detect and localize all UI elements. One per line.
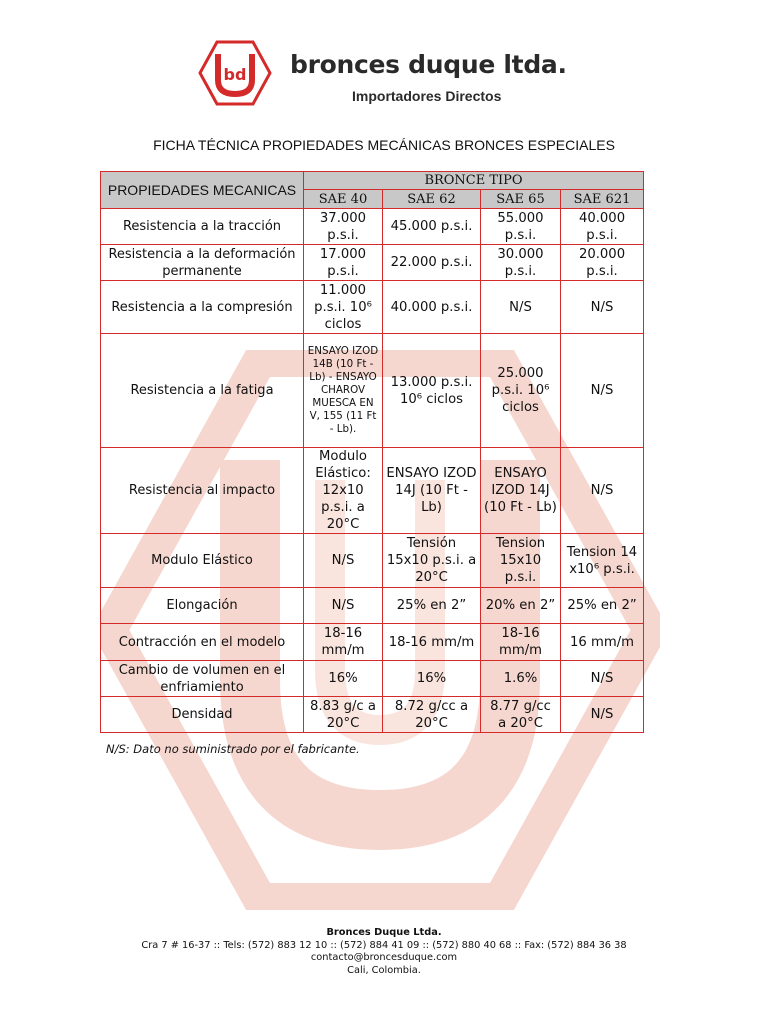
table-cell: Tensión 15x10 p.s.i. a 20°C bbox=[383, 534, 481, 588]
table-cell: 8.77 g/cc a 20°C bbox=[481, 697, 561, 733]
page-footer bbox=[0, 927, 768, 977]
table-cell: 18-16 mm/m bbox=[304, 624, 383, 661]
table-cell: 17.000 p.s.i. bbox=[304, 245, 383, 281]
table-cell: 1.6% bbox=[481, 661, 561, 697]
column-header-sae621: SAE 621 bbox=[561, 190, 644, 209]
property-column-header: PROPIEDADES MECANICAS bbox=[101, 172, 304, 209]
table-cell: ENSAYO IZOD 14J (10 Ft - Lb) bbox=[383, 448, 481, 534]
table-cell: 13.000 p.s.i. 10⁶ ciclos bbox=[383, 334, 481, 448]
table-row bbox=[101, 245, 644, 281]
table-cell: N/S bbox=[304, 534, 383, 588]
table-cell bbox=[304, 334, 383, 448]
table-cell: 16% bbox=[304, 661, 383, 697]
row-property-label: Resistencia a la fatiga bbox=[101, 334, 304, 448]
fatigue-test-note: ENSAYO IZOD 14B (10 Ft - Lb) - ENSAYO CHAROV MUESCA EN V, 155 (11 Ft - Lb). bbox=[307, 345, 379, 435]
table-cell: N/S bbox=[561, 281, 644, 334]
table-cell: 18-16 mm/m bbox=[481, 624, 561, 661]
company-tagline: Importadores Directos bbox=[352, 88, 502, 104]
table-cell: N/S bbox=[561, 661, 644, 697]
table-row bbox=[101, 209, 644, 245]
footer-contact-line: Cra 7 # 16-37 :: Tels: (572) 883 12 10 :: (572) 884 41 09 :: (572) 880 40 68 :: Fax: (572) 884 36 38 bbox=[141, 939, 627, 951]
footnote: N/S: Dato no suministrado por el fabricante. bbox=[106, 742, 360, 756]
table-cell: N/S bbox=[561, 697, 644, 733]
table-cell: ENSAYO IZOD 14J (10 Ft - Lb) bbox=[481, 448, 561, 534]
row-property-label: Cambio de volumen en el enfriamiento bbox=[101, 661, 304, 697]
row-property-label: Modulo Elástico bbox=[101, 534, 304, 588]
table-row bbox=[101, 334, 644, 448]
row-property-label: Resistencia a la deformación permanente bbox=[101, 245, 304, 281]
table-cell: 8.83 g/c a 20°C bbox=[304, 697, 383, 733]
letterhead bbox=[198, 40, 578, 110]
table-cell: 20% en 2” bbox=[481, 588, 561, 624]
logo-lettering: bd bbox=[223, 65, 247, 84]
column-header-sae62: SAE 62 bbox=[383, 190, 481, 209]
company-logo bbox=[198, 40, 272, 106]
row-property-label: Resistencia a la tracción bbox=[101, 209, 304, 245]
table-cell: Tension 15x10 p.s.i. bbox=[481, 534, 561, 588]
footer-email: contacto@broncesduque.com bbox=[310, 952, 458, 963]
table-cell: 25% en 2” bbox=[561, 588, 644, 624]
bronze-type-header: BRONCE TIPO bbox=[304, 172, 644, 190]
table-cell: 8.72 g/cc a 20°C bbox=[383, 697, 481, 733]
table-row bbox=[101, 588, 644, 624]
footer-city: Cali, Colombia. bbox=[347, 964, 421, 976]
table-cell: Modulo Elástico: 12x10 p.s.i. a 20°C bbox=[304, 448, 383, 534]
row-property-label: Densidad bbox=[101, 697, 304, 733]
properties-table bbox=[100, 171, 644, 733]
table-cell: 25% en 2” bbox=[383, 588, 481, 624]
table-cell: N/S bbox=[561, 448, 644, 534]
table-cell: 37.000 p.s.i. bbox=[304, 209, 383, 245]
table-cell: 22.000 p.s.i. bbox=[383, 245, 481, 281]
document-title: FICHA TÉCNICA PROPIEDADES MECÁNICAS BRONCES ESPECIALES bbox=[153, 137, 615, 153]
row-property-label: Elongación bbox=[101, 588, 304, 624]
table-cell: 18-16 mm/m bbox=[383, 624, 481, 661]
table-cell: 45.000 p.s.i. bbox=[383, 209, 481, 245]
table-row bbox=[101, 448, 644, 534]
table-cell: N/S bbox=[481, 281, 561, 334]
table-row bbox=[101, 281, 644, 334]
row-property-label: Contracción en el modelo bbox=[101, 624, 304, 661]
table-cell: N/S bbox=[561, 334, 644, 448]
column-header-sae40: SAE 40 bbox=[304, 190, 383, 209]
column-header-sae65: SAE 65 bbox=[481, 190, 561, 209]
table-cell: 20.000 p.s.i. bbox=[561, 245, 644, 281]
table-cell: Tension 14 x10⁶ p.s.i. bbox=[561, 534, 644, 588]
table-cell: 40.000 p.s.i. bbox=[561, 209, 644, 245]
table-cell: 30.000 p.s.i. bbox=[481, 245, 561, 281]
row-property-label: Resistencia a la compresión bbox=[101, 281, 304, 334]
table-row bbox=[101, 697, 644, 733]
table-cell: 40.000 p.s.i. bbox=[383, 281, 481, 334]
footer-company-name: Bronces Duque Ltda. bbox=[326, 927, 442, 938]
table-cell: 55.000 p.s.i. bbox=[481, 209, 561, 245]
table-cell: 16 mm/m bbox=[561, 624, 644, 661]
table-cell: 16% bbox=[383, 661, 481, 697]
table-row bbox=[101, 661, 644, 697]
table-row bbox=[101, 624, 644, 661]
table-cell: N/S bbox=[304, 588, 383, 624]
table-row bbox=[101, 534, 644, 588]
table-cell: 25.000 p.s.i. 10⁶ ciclos bbox=[481, 334, 561, 448]
row-property-label: Resistencia al impacto bbox=[101, 448, 304, 534]
table-cell: 11.000 p.s.i. 10⁶ ciclos bbox=[304, 281, 383, 334]
company-name: bronces duque ltda. bbox=[290, 50, 567, 79]
